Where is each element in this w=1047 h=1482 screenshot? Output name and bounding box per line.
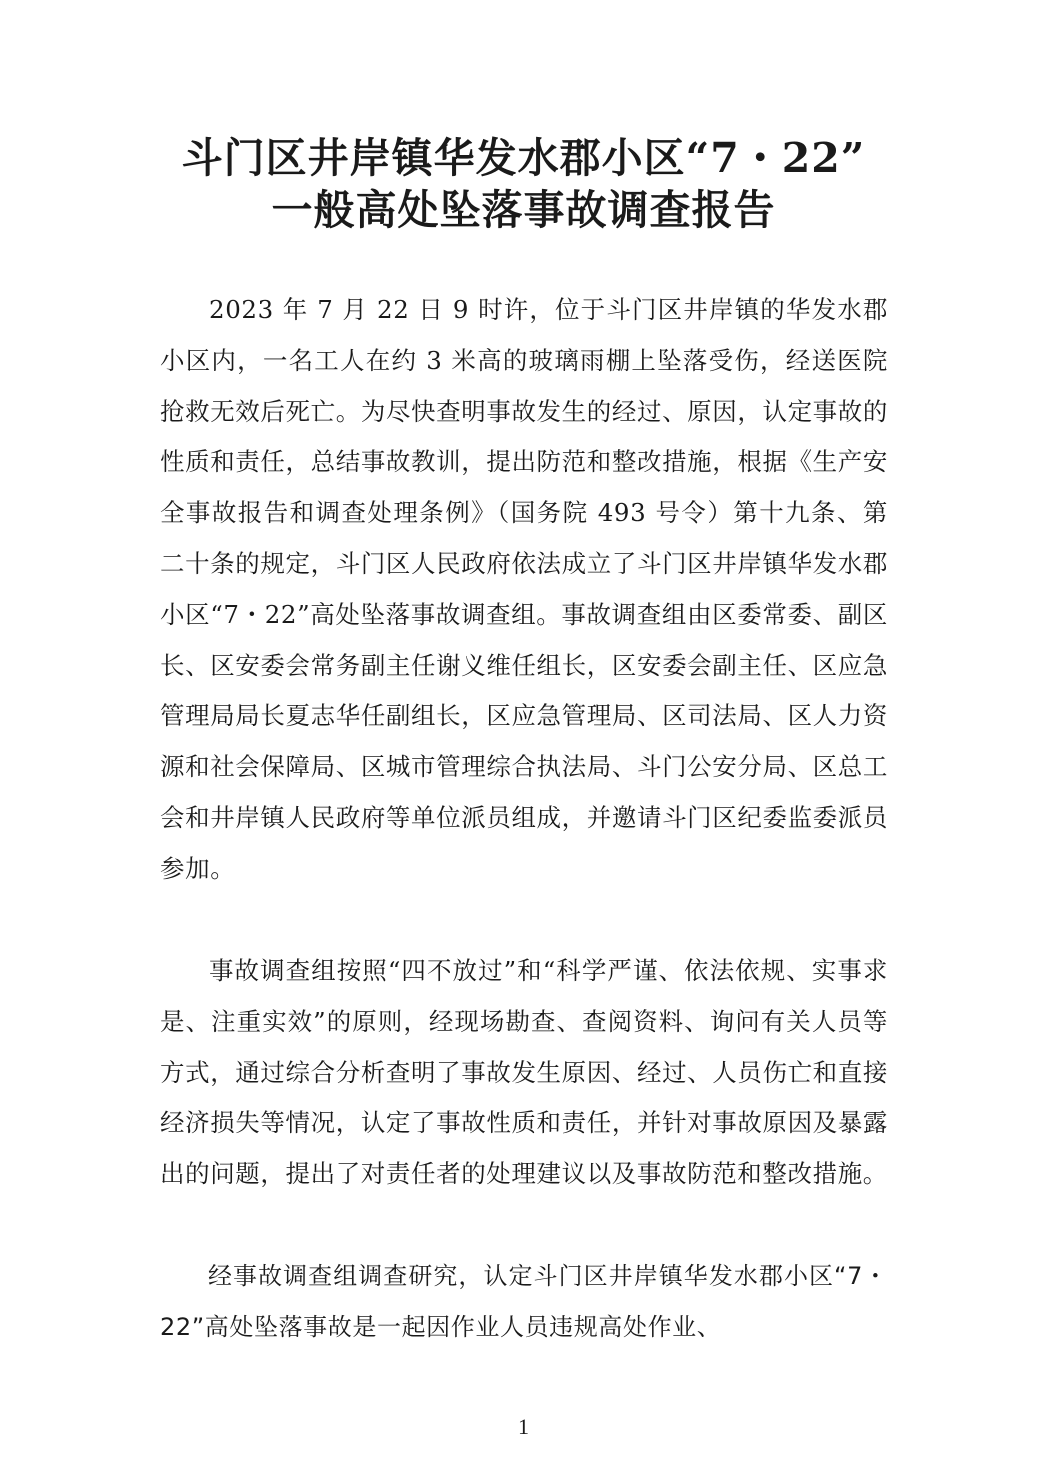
page-number: 1 [518,1414,529,1439]
report-title-line-1: 斗门区井岸镇华发水郡小区“7・22” [181,134,866,182]
body-paragraph-2: 事故调查组按照“四不放过”和“科学严谨、依法依规、实事求是、注重实效”的原则，经现场勘查、查阅资料、询问有关人员等方式，通过综合分析查明了事故发生原因、经过、人员伤亡和直接经济损失等情况，认定了事故性质和责任，并针对事故原因及暴露出的问题，提出了对责任者的处理建议以及事故防范和整改措施。 [160,956,889,1189]
body-paragraph-1: 2023 年 7 月 22 日 9 时许，位于斗门区井岸镇的华发水郡小区内，一名工人在约 3 米高的玻璃雨棚上坠落受伤，经送医院抢救无效后死亡。为尽快查明事故发生的经过、原因，认定事故的性质和责任，总结事故教训，提出防范和整改措施，根据《生产安全事故报告和调查处理条例》（国务院 493 号令）第十九条、第二十条的规定，斗门区人民政府依法成立了斗门区井岸镇华发水郡小区“7・22”高处坠落事故调查组。事故调查组由区委常委、副区长、区安委会常务副主任谢义维任组长，区安委会副主任、区应急管理局局长夏志华任副组长，区应急管理局、区司法局、区人力资源和社会保障局、区城市管理综合执法局、斗门公安分局、区总工会和井岸镇人民政府等单位派员组成，并邀请斗门区纪委监委派员参加。 [160,295,888,883]
body-paragraph-3: 经事故调查组调查研究，认定斗门区井岸镇华发水郡小区“7・22”高处坠落事故是一起因作业人员违规高处作业、 [160,1262,888,1341]
report-title-line-2: 一般高处坠落事故调查报告 [271,186,776,234]
